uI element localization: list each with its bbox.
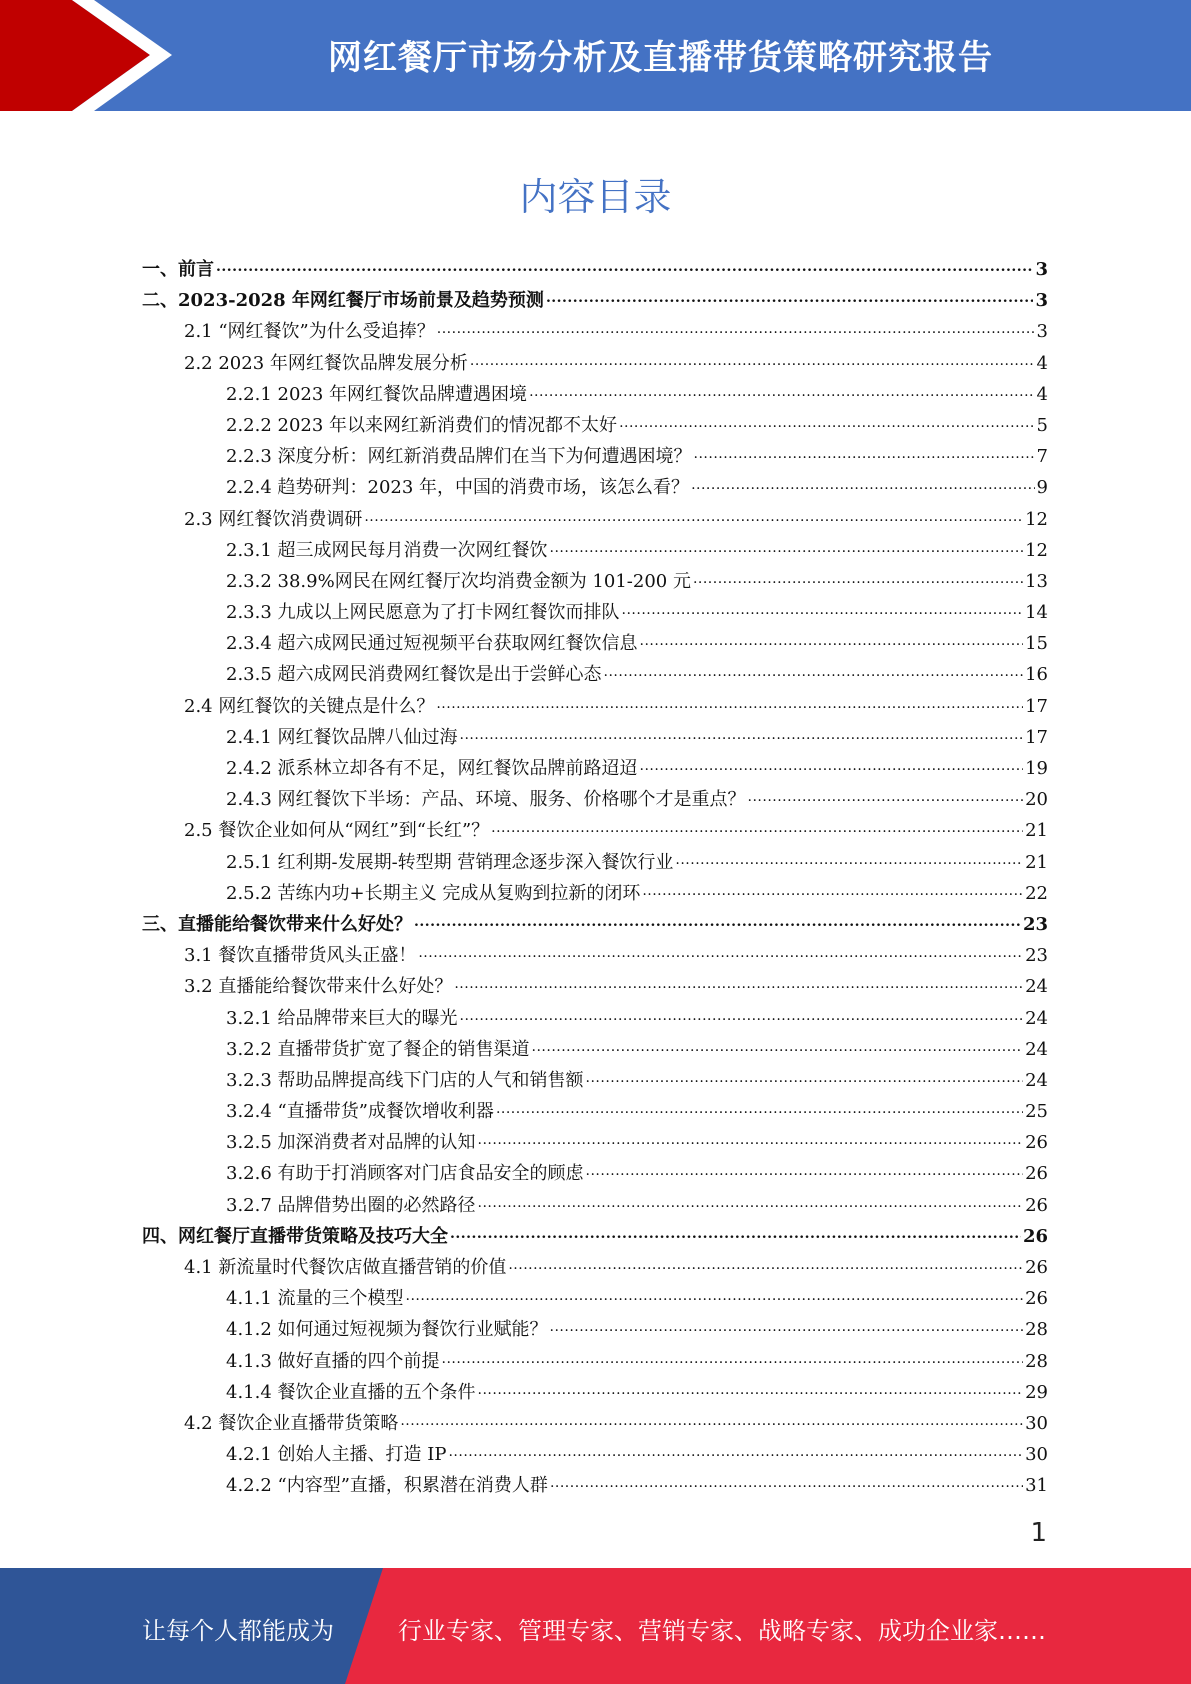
toc-entry-page: 4 bbox=[1036, 352, 1048, 374]
toc-entry-page: 26 bbox=[1025, 1257, 1048, 1278]
toc-entry-title: 2.5.2 苦练内功+长期主义 完成从复购到拉新的闭环 bbox=[226, 882, 641, 904]
toc-entry-title: 4.1.3 做好直播的四个前提 bbox=[226, 1350, 440, 1372]
toc-entry-title: 2.4.2 派系林立却各有不足，网红餐饮品牌前路迢迢 bbox=[226, 758, 638, 779]
toc-dot-leader bbox=[478, 1373, 1024, 1406]
toc-entry-title: 3.2.1 给品牌带来巨大的曝光 bbox=[226, 1007, 458, 1029]
toc-dot-leader bbox=[450, 1217, 1021, 1250]
toc-entry-page: 30 bbox=[1025, 1412, 1048, 1434]
toc-dot-leader bbox=[491, 811, 1023, 844]
toc-entry-page: 21 bbox=[1025, 851, 1048, 873]
toc-dot-leader bbox=[496, 1092, 1023, 1125]
toc-dot-leader bbox=[406, 1279, 1024, 1312]
toc-entry-page: 26 bbox=[1025, 1194, 1048, 1216]
toc-dot-leader bbox=[216, 250, 1033, 283]
toc-dot-leader bbox=[640, 749, 1024, 782]
toc-entry-page: 4 bbox=[1036, 383, 1048, 405]
toc-entry-page: 23 bbox=[1025, 945, 1048, 967]
toc-entry-title: 2.2.2 2023 年以来网红新消费们的情况都不太好 bbox=[226, 414, 618, 436]
toc-dot-leader bbox=[460, 999, 1024, 1032]
toc-dot-leader bbox=[550, 1310, 1024, 1343]
toc-dot-leader bbox=[691, 468, 1034, 501]
toc-dot-leader bbox=[586, 1154, 1024, 1187]
toc-entry-title: 4.1 新流量时代餐饮店做直播营销的价值 bbox=[184, 1257, 507, 1278]
toc-entry-title: 2.3.5 超六成网民消费网红餐饮是出于尝鲜心态 bbox=[226, 664, 602, 686]
toc-dot-leader bbox=[478, 1123, 1024, 1156]
toc-entry-page: 12 bbox=[1025, 508, 1048, 530]
toc-entry-page: 7 bbox=[1036, 446, 1048, 468]
toc-dot-leader bbox=[694, 437, 1035, 470]
toc-entry-title: 3.2.5 加深消费者对品牌的认知 bbox=[226, 1132, 476, 1154]
toc-entry-page: 5 bbox=[1036, 414, 1048, 436]
toc-entry-title: 2.1 “网红餐饮”为什么受追捧？ bbox=[184, 321, 435, 343]
toc-entry-page: 21 bbox=[1025, 820, 1048, 842]
toc-entry-page: 26 bbox=[1022, 1225, 1048, 1247]
toc-entry-page: 22 bbox=[1025, 882, 1048, 904]
toc-entry-title: 2.5.1 红利期-发展期-转型期 营销理念逐步深入餐饮行业 bbox=[226, 851, 674, 873]
toc-dot-leader bbox=[460, 718, 1024, 751]
toc-entry-page: 30 bbox=[1025, 1444, 1048, 1466]
toc-dot-leader bbox=[448, 1435, 1023, 1468]
toc-entry-page: 29 bbox=[1025, 1381, 1048, 1403]
toc-entry-page: 3 bbox=[1036, 321, 1048, 343]
report-title: 网红餐厅市场分析及直播带货策略研究报告 bbox=[328, 38, 993, 78]
toc-entry-title: 3.2 直播能给餐饮带来什么好处？ bbox=[184, 976, 453, 998]
toc-entry-title: 3.2.4 “直播带货”成餐饮增收利器 bbox=[226, 1101, 494, 1123]
toc-entry-page: 16 bbox=[1025, 664, 1048, 686]
toc-entry-title: 4.2.1 创始人主播、打造 IP bbox=[226, 1444, 447, 1466]
footer-banner bbox=[0, 1568, 1191, 1684]
toc-dot-leader bbox=[400, 1404, 1023, 1437]
toc-entry-page: 26 bbox=[1025, 1288, 1048, 1310]
toc-entry-title: 3.2.2 直播带货扩宽了餐企的销售渠道 bbox=[226, 1038, 530, 1060]
toc-entry-title: 4.2.2 “内容型”直播，积累潜在消费人群 bbox=[226, 1475, 548, 1497]
toc-entry-page: 24 bbox=[1025, 1007, 1048, 1029]
toc-entry[interactable] bbox=[142, 1470, 1048, 1501]
toc-entry-page: 19 bbox=[1025, 758, 1048, 779]
toc-entry-title: 4.1.2 如何通过短视频为餐饮行业赋能？ bbox=[226, 1319, 548, 1341]
toc-entry-title: 2.2.3 深度分析：网红新消费品牌们在当下为何遭遇困境？ bbox=[226, 446, 692, 468]
toc-dot-leader bbox=[619, 406, 1034, 439]
toc-entry-page: 26 bbox=[1025, 1163, 1048, 1185]
toc-entry-title: 4.1.4 餐饮企业直播的五个条件 bbox=[226, 1381, 476, 1403]
toc-dot-leader bbox=[529, 375, 1034, 408]
toc-entry-title: 2.4 网红餐饮的关键点是什么？ bbox=[184, 695, 435, 717]
toc-entry-title: 3.2.3 帮助品牌提高线下门店的人气和销售额 bbox=[226, 1069, 584, 1091]
toc-dot-leader bbox=[414, 905, 1021, 938]
toc-entry-page: 26 bbox=[1025, 1132, 1048, 1154]
toc-dot-leader bbox=[640, 624, 1024, 657]
toc-entry-page: 31 bbox=[1025, 1475, 1048, 1497]
toc-entry-title: 2.3.2 38.9%网民在网红餐厅次均消费金额为 101-200 元 bbox=[226, 570, 691, 592]
footer-slogan-right: 行业专家、管理专家、营销专家、战略专家、成功企业家…… bbox=[398, 1617, 1046, 1645]
toc-entry-page: 3 bbox=[1035, 290, 1048, 312]
toc-dot-leader bbox=[622, 593, 1024, 626]
toc-dot-leader bbox=[454, 967, 1023, 1000]
toc-entry-title: 4.1.1 流量的三个模型 bbox=[226, 1288, 404, 1310]
toc-dot-leader bbox=[642, 874, 1023, 907]
toc-entry-title: 3.2.6 有助于打消顾客对门店食品安全的顾虑 bbox=[226, 1163, 584, 1185]
toc-entry-page: 9 bbox=[1036, 477, 1048, 499]
toc-dot-leader bbox=[364, 500, 1023, 533]
toc-entry-page: 28 bbox=[1025, 1319, 1048, 1341]
footer-slogan-left: 让每个人都能成为 bbox=[142, 1617, 334, 1645]
toc-entry-page: 13 bbox=[1025, 570, 1048, 592]
toc-dot-leader bbox=[546, 281, 1034, 314]
toc-entry-title: 二、2023-2028 年网红餐厅市场前景及趋势预测 bbox=[142, 290, 544, 312]
toc-entry-title: 3.1 餐饮直播带货风头正盛！ bbox=[184, 945, 417, 967]
toc-entry-title: 2.3.4 超六成网民通过短视频平台获取网红餐饮信息 bbox=[226, 633, 638, 655]
toc-entry-title: 2.4.3 网红餐饮下半场：产品、环境、服务、价格哪个才是重点？ bbox=[226, 789, 746, 811]
toc-entry-page: 24 bbox=[1025, 976, 1048, 998]
toc-entry-page: 14 bbox=[1025, 602, 1048, 624]
toc-entry-title: 4.2 餐饮企业直播带货策略 bbox=[184, 1412, 399, 1434]
toc-entry-title: 2.2.4 趋势研判：2023 年，中国的消费市场，该怎么看？ bbox=[226, 477, 690, 499]
toc-entry-page: 3 bbox=[1035, 259, 1048, 280]
toc-dot-leader bbox=[550, 1466, 1023, 1499]
toc-entry-page: 15 bbox=[1025, 633, 1048, 655]
toc-dot-leader bbox=[604, 655, 1024, 688]
toc-entry-page: 24 bbox=[1025, 1069, 1048, 1091]
toc-entry-title: 2.2.1 2023 年网红餐饮品牌遭遇困境 bbox=[226, 383, 528, 405]
toc-entry-page: 24 bbox=[1025, 1038, 1048, 1060]
toc-dot-leader bbox=[418, 936, 1023, 969]
toc-dot-leader bbox=[508, 1248, 1023, 1281]
toc-entry-page: 25 bbox=[1025, 1101, 1048, 1123]
toc-dot-leader bbox=[586, 1061, 1024, 1094]
toc-dot-leader bbox=[748, 780, 1024, 813]
toc-entry-title: 3.2.7 品牌借势出圈的必然路径 bbox=[226, 1194, 476, 1216]
toc-entry-title: 2.3 网红餐饮消费调研 bbox=[184, 508, 363, 530]
toc-heading: 内容目录 bbox=[519, 175, 672, 219]
toc-entry-page: 17 bbox=[1025, 726, 1048, 748]
toc-entry-title: 2.4.1 网红餐饮品牌八仙过海 bbox=[226, 726, 458, 748]
toc-entry-title: 四、网红餐厅直播带货策略及技巧大全 bbox=[142, 1225, 448, 1247]
toc-entry-title: 2.5 餐饮企业如何从“网红”到“长红”？ bbox=[184, 820, 490, 842]
toc-entry-title: 2.3.3 九成以上网民愿意为了打卡网红餐饮而排队 bbox=[226, 602, 620, 624]
toc-dot-leader bbox=[470, 344, 1035, 377]
toc-dot-leader bbox=[675, 843, 1023, 876]
table-of-contents bbox=[142, 254, 1048, 1502]
toc-entry-page: 28 bbox=[1025, 1350, 1048, 1372]
toc-dot-leader bbox=[442, 1342, 1024, 1375]
toc-dot-leader bbox=[436, 687, 1023, 720]
page-number: 1 bbox=[1030, 1518, 1047, 1548]
toc-dot-leader bbox=[478, 1186, 1024, 1219]
toc-dot-leader bbox=[437, 312, 1035, 345]
header-banner bbox=[0, 0, 1191, 111]
toc-entry-title: 三、直播能给餐饮带来什么好处？ bbox=[142, 913, 412, 935]
toc-entry-page: 17 bbox=[1025, 695, 1048, 717]
toc-entry-page: 23 bbox=[1022, 913, 1048, 935]
toc-entry-title: 2.2 2023 年网红餐饮品牌发展分析 bbox=[184, 352, 468, 374]
toc-dot-leader bbox=[550, 531, 1024, 564]
toc-dot-leader bbox=[532, 1030, 1024, 1063]
toc-dot-leader bbox=[693, 562, 1023, 595]
toc-entry-title: 一、前言 bbox=[142, 259, 214, 280]
toc-entry-page: 20 bbox=[1025, 789, 1048, 811]
toc-entry-title: 2.3.1 超三成网民每月消费一次网红餐饮 bbox=[226, 539, 548, 561]
toc-entry-page: 12 bbox=[1025, 539, 1048, 561]
